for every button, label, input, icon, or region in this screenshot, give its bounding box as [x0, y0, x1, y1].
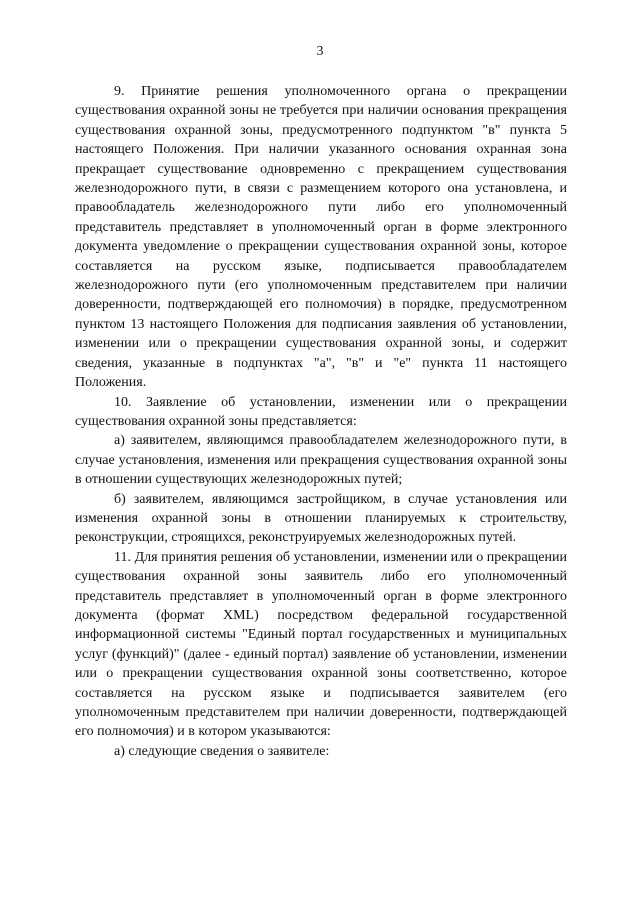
- paragraph-11: 11. Для принятия решения об установлении, изменении или о прекращении существования охранной зоны заявитель либо его уполномоченный представитель представляет в уполномоченный орган в форме электронного документа (формат XML) посредством федеральной государственной информационной системы "Единый портал государственных и муниципальных услуг (функций)" (далее - единый портал) заявление об установлении, изменении или о прекращении существования охранной зоны соответственно, которое составляется на русском языке и подписывается заявителем (его уполномоченным представителем при наличии доверенности, подтверждающей его полномочия) и в котором указываются:: [75, 549, 567, 740]
- paragraph-11-a: а) следующие сведения о заявителе:: [114, 743, 330, 759]
- paragraph-10-a: а) заявителем, являющимся правообладателем железнодорожного пути, в случае установления, изменения или прекращения существования охранной зоны в отношении существующих железнодорожных путей;: [75, 433, 567, 488]
- paragraph-10-b: б) заявителем, являющимся застройщиком, в случае установления или изменения охранной зоны в отношении планируемых к строительству, реконструкции, строящихся, реконструируемых железнодорожных путей.: [75, 491, 567, 546]
- paragraph-9: 9. Принятие решения уполномоченного органа о прекращении существования охранной зоны не требуется при наличии основания прекращения существования охранной зоны, предусмотренного подпунктом "в" пункта 5 настоящего Положения. При наличии указанного основания охранная зона прекращает существование одновременно с прекращением существования железнодорожного пути, в связи с размещением которого она установлена, и правообладатель железнодорожного пути либо его уполномоченный представитель представляет в уполномоченный орган в форме электронного документа уведомление о прекращении существования охранной зоны, которое составляется на русском языке, подписывается правообладателем железнодорожного пути (его уполномоченным представителем при наличии доверенности, подтверждающей его полномочия) в порядке, предусмотренном пунктом 13 настоящего Положения для подписания заявления об установлении, изменении или о прекращении существования охранной зоны, и содержит сведения, указанные в подпунктах "а", "в" и "е" пункта 11 настоящего Положения.: [75, 84, 567, 391]
- page-number: 3: [316, 44, 324, 59]
- paragraph-10: 10. Заявление об установлении, изменении или о прекращении существования охранной зоны представляется:: [75, 394, 567, 429]
- document-body: [75, 82, 567, 761]
